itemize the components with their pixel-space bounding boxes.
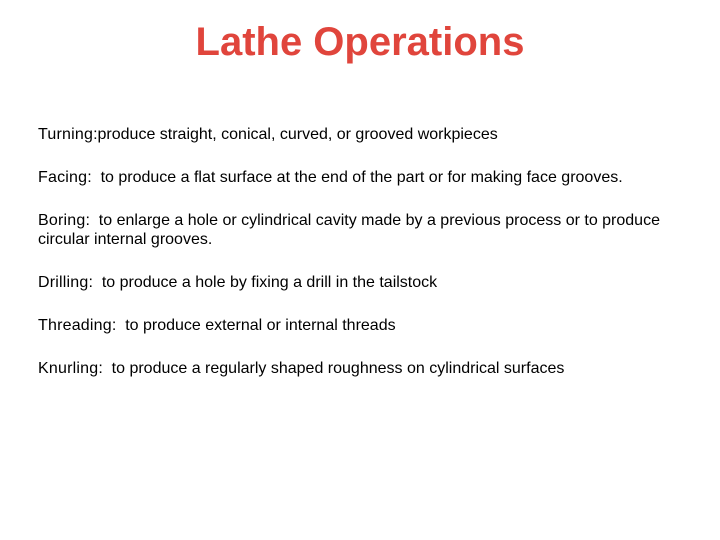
operation-separator: : — [98, 360, 112, 377]
operation-threading — [38, 316, 698, 335]
operation-turning — [38, 125, 698, 144]
operation-drilling — [38, 273, 698, 292]
operation-description: to produce a hole by fixing a drill in the tailstock — [101, 274, 438, 291]
operation-description: produce straight, conical, curved, or grooved workpieces — [97, 126, 498, 143]
operation-description: to enlarge a hole or cylindrical cavity made by a previous process or to produce circular internal grooves. — [38, 212, 660, 248]
operation-separator: : — [85, 212, 99, 229]
slide-title: Lathe Operations — [195, 20, 525, 64]
operation-term: Boring — [38, 212, 86, 229]
operation-knurling — [38, 359, 698, 378]
operation-separator: : — [87, 169, 101, 186]
operation-description: to produce external or internal threads — [125, 317, 396, 334]
operations-list — [38, 125, 698, 402]
operation-boring — [38, 211, 698, 249]
operation-facing — [38, 168, 698, 187]
operation-term: Facing — [38, 169, 88, 186]
operation-separator: : — [93, 126, 98, 143]
operation-description: to produce a regularly shaped roughness on cylindrical surfaces — [111, 360, 565, 377]
operation-term: Threading — [38, 317, 112, 334]
operation-term: Turning — [38, 126, 94, 143]
operation-term: Knurling — [38, 360, 99, 377]
operation-term: Drilling — [38, 274, 89, 291]
operation-separator: : — [111, 317, 126, 334]
operation-separator: : — [88, 274, 102, 291]
operation-description: to produce a flat surface at the end of the part or for making face grooves. — [100, 169, 623, 186]
